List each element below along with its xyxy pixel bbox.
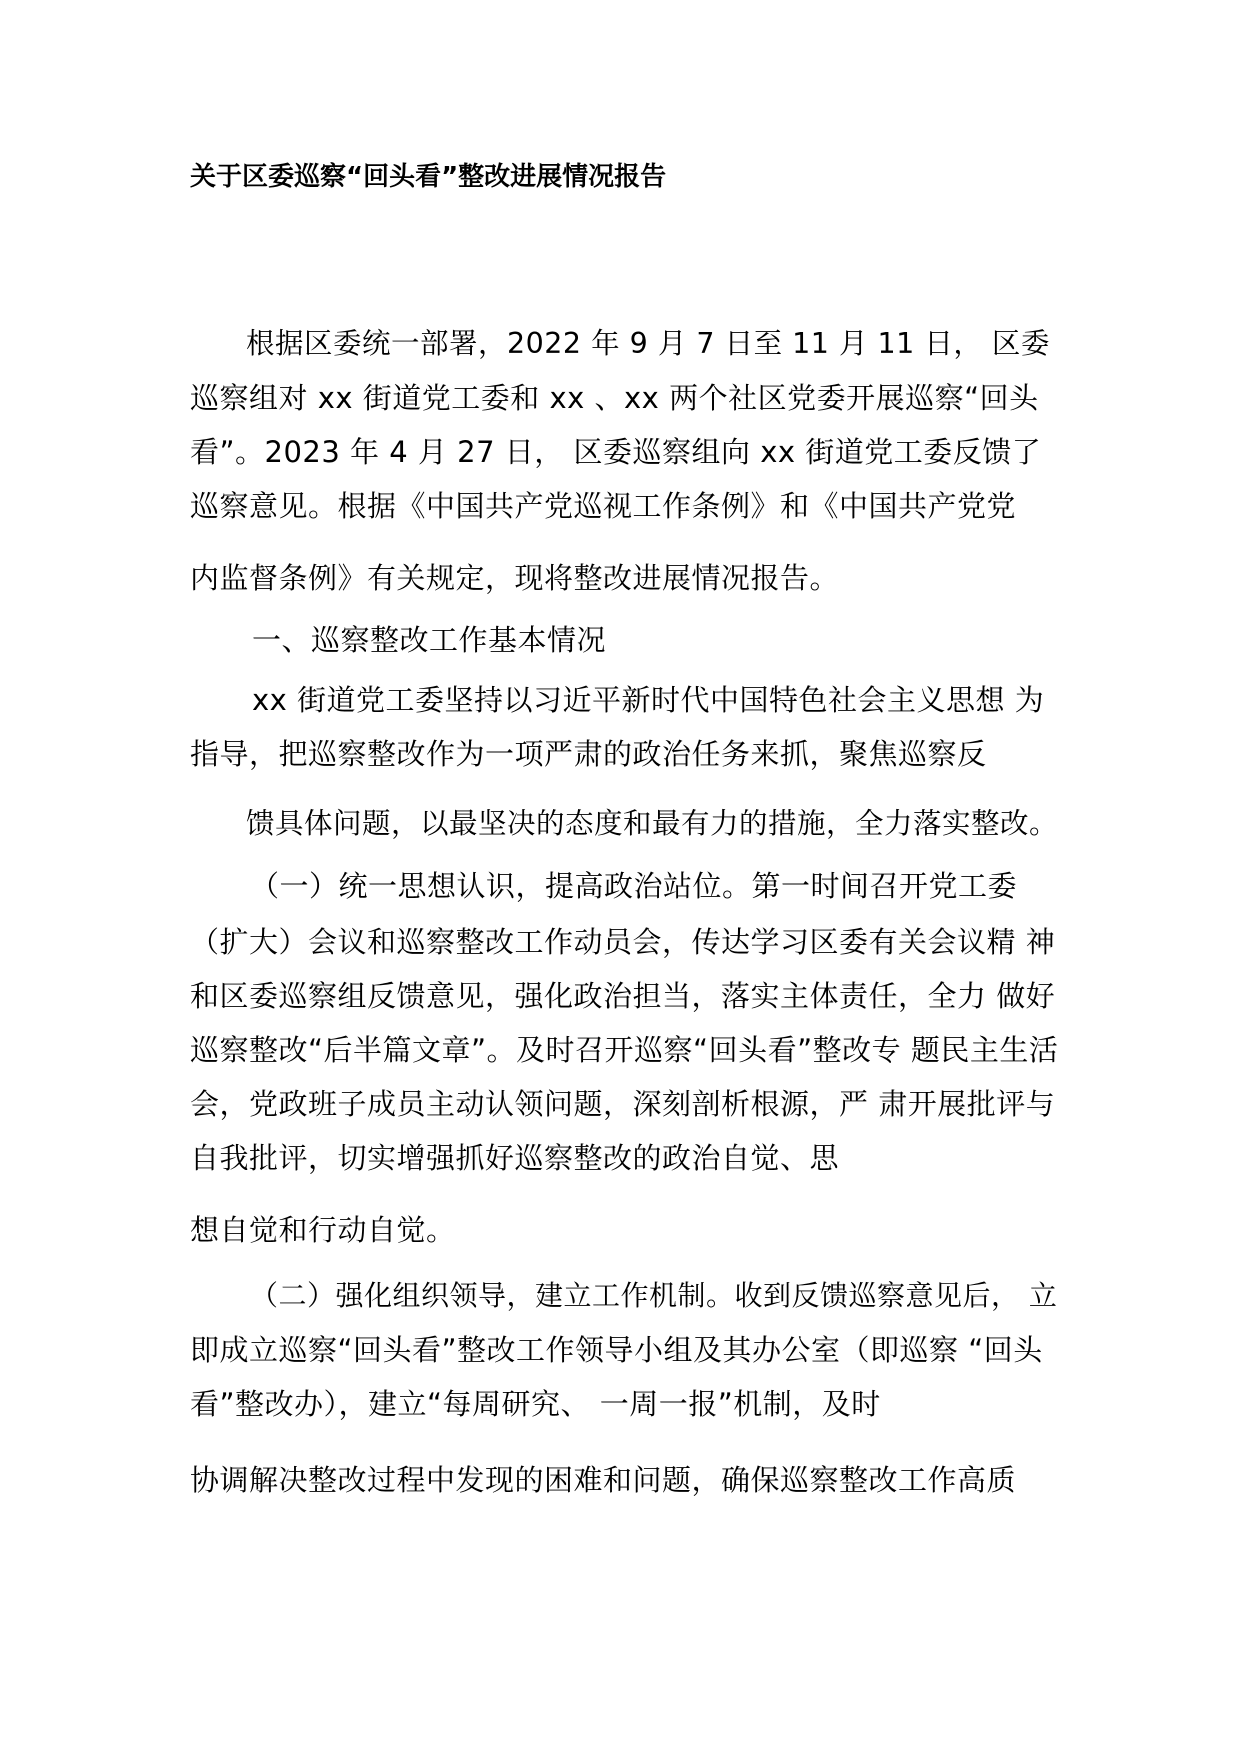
paragraph-line: （扩大）会议和巡察整改工作动员会，传达学习区委有关会议精 神 [190, 925, 1056, 959]
paragraph-line: xx 街道党工委坚持以习近平新时代中国特色社会主义思想 为 [252, 683, 1045, 717]
paragraph-line: 馈具体问题，以最坚决的态度和最有力的措施，全力落实整改。 [246, 807, 1059, 840]
paragraph-line: 巡察组对 xx 街道党工委和 xx 、xx 两个社区党委开展巡察“回头 [190, 381, 1039, 415]
paragraph-line: 巡察意见。根据《中国共产党巡视工作条例》和《中国共产党党 [190, 489, 1017, 523]
section-heading: 一、巡察整改工作基本情况 [252, 623, 607, 657]
paragraph-line: 指导，把巡察整改作为一项严肃的政治任务来抓，聚焦巡察反 [190, 737, 987, 771]
paragraph-line: 看”整改办），建立“每周研究、 一周一报”机制，及时 [190, 1387, 881, 1421]
paragraph-line: 巡察整改“后半篇文章”。及时召开巡察“回头看”整改专 题民主生活 [190, 1033, 1059, 1067]
paragraph-line: 根据区委统一部署，2022 年 9 月 7 日至 11 月 11 日， 区委 [246, 327, 1050, 360]
subsection-heading: （二）强化组织领导，建立工作机制。收到反馈巡察意见后， 立 [250, 1279, 1058, 1312]
paragraph-line: 即成立巡察“回头看”整改工作领导小组及其办公室（即巡察 “回头 [190, 1333, 1043, 1367]
paragraph-line: 想自觉和行动自觉。 [190, 1213, 456, 1247]
subsection-heading: （一）统一思想认识，提高政治站位。第一时间召开党工委 [250, 869, 1018, 903]
paragraph-line: 自我批评，切实增强抓好巡察整改的政治自觉、思 [190, 1141, 840, 1175]
paragraph-line: 和区委巡察组反馈意见，强化政治担当，落实主体责任，全力 做好 [190, 979, 1056, 1013]
paragraph-line: 看”。2023 年 4 月 27 日， 区委巡察组向 xx 街道党工委反馈了 [190, 435, 1042, 469]
paragraph-line: 会，党政班子成员主动认领问题，深刻剖析根源，严 肃开展批评与 [190, 1087, 1056, 1121]
paragraph-line: 内监督条例》有关规定，现将整改进展情况报告。 [190, 561, 840, 595]
paragraph-line: 协调解决整改过程中发现的困难和问题，确保巡察整改工作高质 [190, 1463, 1017, 1497]
document-title: 关于区委巡察“回头看”整改进展情况报告 [190, 162, 667, 192]
